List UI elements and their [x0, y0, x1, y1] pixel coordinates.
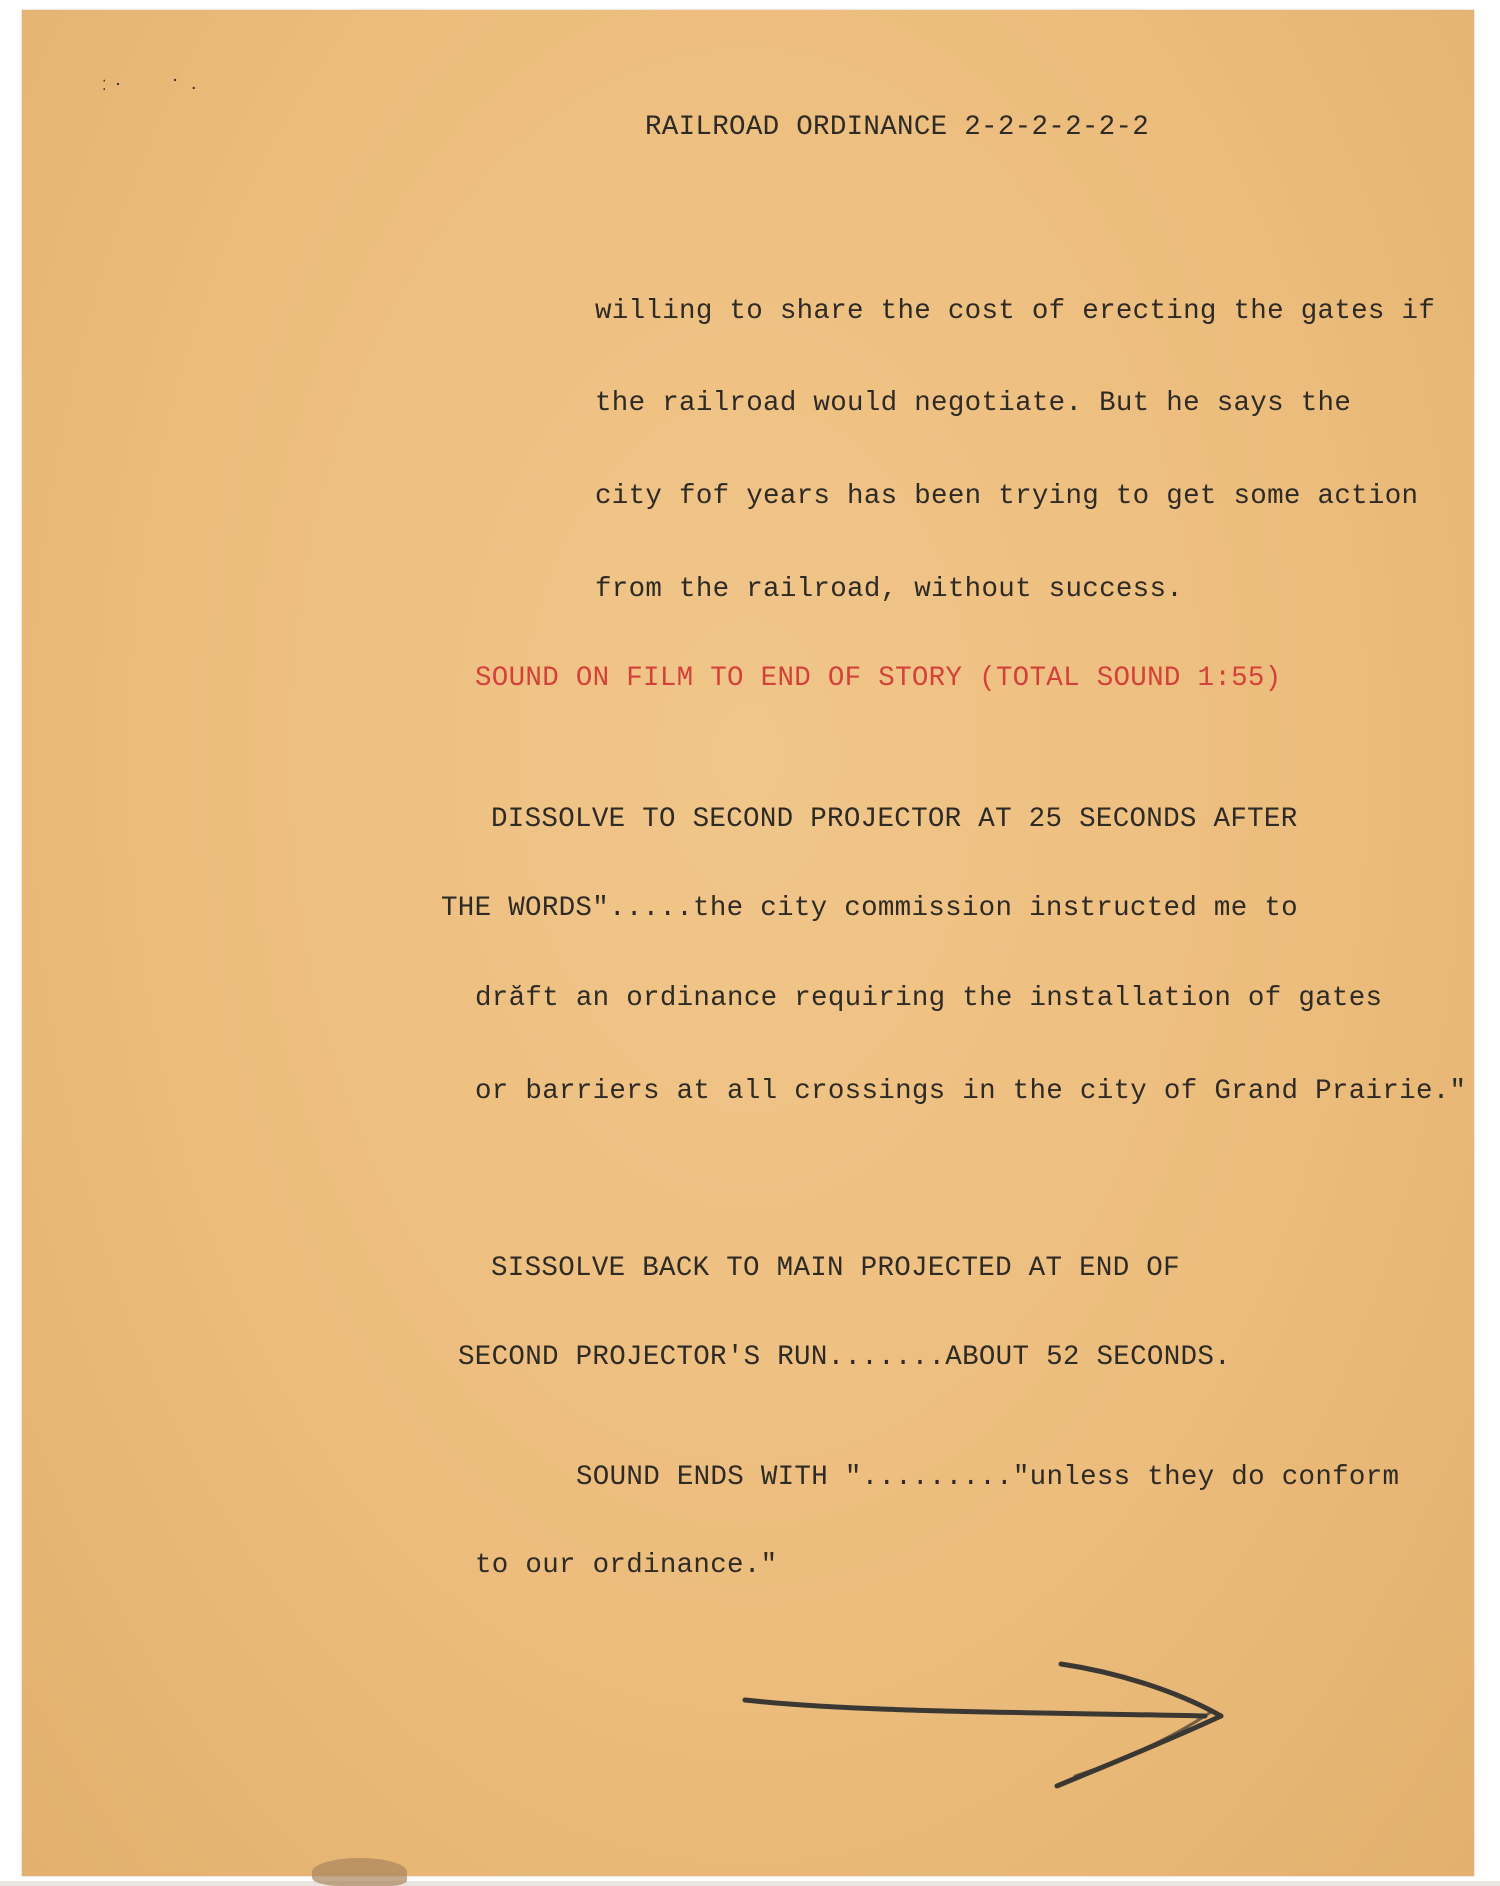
body-line-1: willing to share the cost of erecting the gates if	[595, 296, 1436, 327]
dissolve-line-2: THE WORDS".....the city commission instructed me to	[441, 893, 1298, 924]
punch-mark-specks-2: ⠁ ⠄	[172, 78, 201, 94]
sissolve-line-2: SECOND PROJECTOR'S RUN.......ABOUT 52 SECONDS.	[458, 1342, 1231, 1373]
sound-ends-line-2: to our ordinance."	[475, 1550, 778, 1581]
punch-mark-specks: ⁚ ⠂	[102, 78, 126, 94]
paper-sheet	[22, 10, 1474, 1876]
dissolve-line-4: or barriers at all crossings in the city of Grand Prairie."	[475, 1076, 1467, 1107]
sound-on-film-cue: SOUND ON FILM TO END OF STORY (TOTAL SOUND 1:55)	[475, 663, 1282, 694]
body-line-3: city fof years has been trying to get some action	[595, 481, 1419, 512]
hand-drawn-right-arrow-icon	[735, 1650, 1235, 1800]
sound-ends-line-1: SOUND ENDS WITH "........."unless they do conform	[576, 1462, 1400, 1493]
dissolve-line-3: drăft an ordinance requiring the installation of gates	[475, 983, 1383, 1014]
dissolve-line-1: DISSOLVE TO SECOND PROJECTOR AT 25 SECONDS AFTER	[491, 804, 1298, 835]
body-line-2: the railroad would negotiate. But he says the	[595, 388, 1352, 419]
paper-stain	[312, 1858, 407, 1886]
page-title: RAILROAD ORDINANCE 2-2-2-2-2-2	[645, 112, 1150, 143]
body-line-4: from the railroad, without success.	[595, 574, 1184, 605]
sissolve-line-1: SISSOLVE BACK TO MAIN PROJECTED AT END OF	[491, 1253, 1180, 1284]
